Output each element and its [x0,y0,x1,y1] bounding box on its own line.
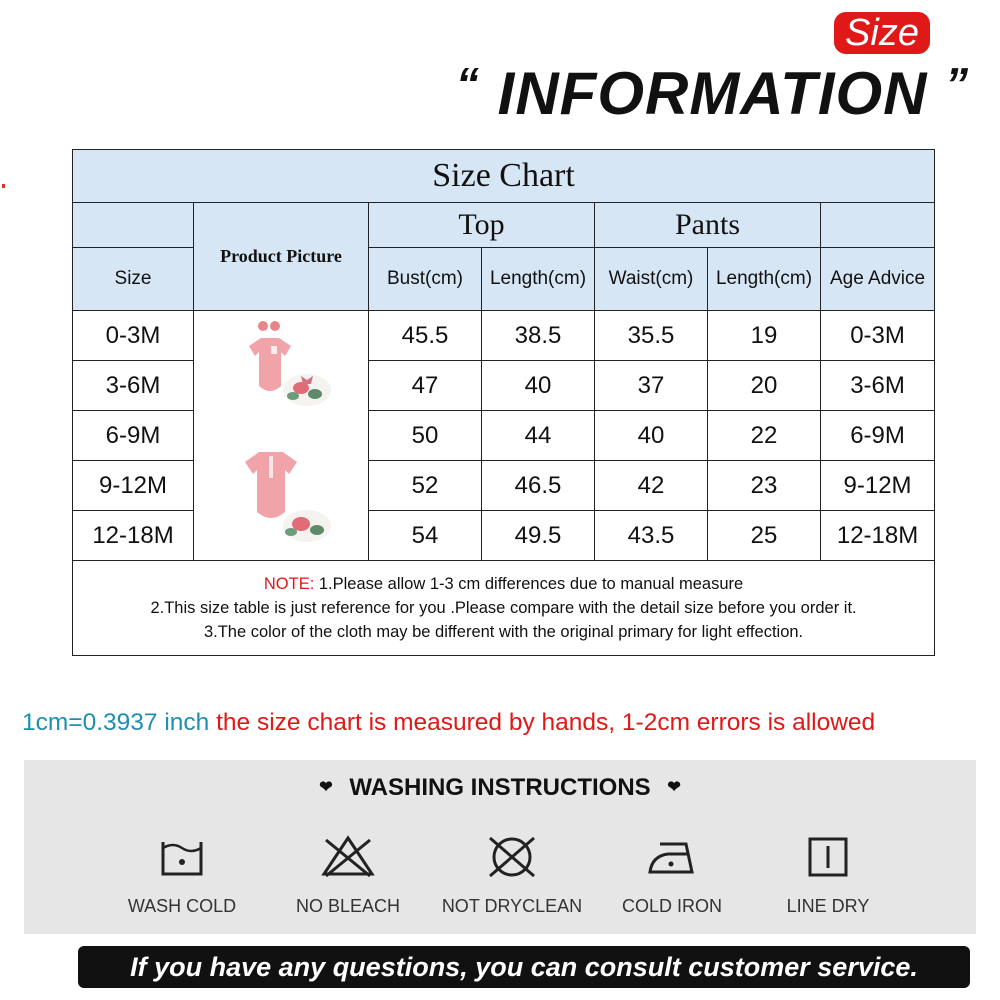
age-cell: 12-18M [821,511,935,561]
bust-header: Bust(cm) [369,248,482,311]
size-header: Size [73,248,194,311]
wash-item-cold-iron [587,834,757,926]
product-picture-header: Product Picture [194,203,369,311]
empty-header-cell [73,203,194,248]
outfit-two-image [245,452,331,542]
measure-note: the size chart is measured by hands, 1-2cm errors is allowed [209,709,876,736]
age-cell: 0-3M [821,311,935,361]
size-cell: 12-18M [73,511,194,561]
waist-cell: 43.5 [595,511,708,561]
size-cell: 0-3M [73,311,194,361]
wash-label: NO BLEACH [295,896,401,916]
age-cell: 6-9M [821,411,935,461]
pants-group-header: Pants [595,203,821,248]
close-quote: ” [945,58,970,110]
conversion-text: 1cm=0.3937 inch [22,709,210,736]
wash-item-line-dry [743,834,913,926]
size-cell: 3-6M [73,361,194,411]
pants-length-cell: 25 [708,511,821,561]
top-length-cell: 46.5 [482,461,595,511]
washing-title [24,770,976,806]
wash-label: NOT DRYCLEAN [441,896,583,916]
size-cell: 6-9M [73,411,194,461]
top-length-cell: 38.5 [482,311,595,361]
waist-cell: 42 [595,461,708,511]
product-picture [194,311,369,561]
wash-item-not-dryclean [427,834,597,926]
wash-label: WASH COLD [127,896,237,916]
size-badge: Size [834,12,930,54]
outfit-illustration [221,312,341,552]
age-advice-header: Age Advice [821,248,935,311]
open-quote: “ [456,58,480,110]
note-line-1 [73,572,934,596]
decorative-dot [2,184,5,188]
top-group-header: Top [369,203,595,248]
waist-cell: 40 [595,411,708,461]
pants-length-cell: 19 [708,311,821,361]
table-notes [73,561,935,656]
top-length-cell: 49.5 [482,511,595,561]
empty-header-cell [821,203,935,248]
note-text-1: 1.Please allow 1-3 cm differences due to manual measure [314,575,744,593]
top-length-header: Length(cm) [482,248,595,311]
headline-text: INFORMATION [497,60,928,127]
customer-service-banner: If you have any questions, you can consult customer service. [78,946,970,988]
table-title: Size Chart [73,150,935,203]
note-label: NOTE: [263,575,315,593]
washing-title-text: WASHING INSTRUCTIONS [349,774,651,801]
pants-length-header: Length(cm) [708,248,821,311]
bust-cell: 45.5 [369,311,482,361]
bust-cell: 50 [369,411,482,461]
measurement-info [22,706,982,740]
age-cell: 9-12M [821,461,935,511]
pants-length-cell: 23 [708,461,821,511]
header [0,0,1000,130]
no-bleach-icon [320,834,376,880]
wash-item-wash-cold [97,834,267,926]
line-dry-icon [805,834,851,880]
bust-cell: 54 [369,511,482,561]
bust-cell: 52 [369,461,482,511]
outfit-one-image [249,321,331,406]
age-cell: 3-6M [821,361,935,411]
not-dryclean-icon [484,834,540,880]
page-title [456,52,986,127]
waist-header: Waist(cm) [595,248,708,311]
top-length-cell: 44 [482,411,595,461]
wash-cold-icon [159,834,205,880]
cold-iron-icon [646,834,698,880]
heart-icon: ❤ [319,779,333,796]
size-cell: 9-12M [73,461,194,511]
heart-icon: ❤ [667,779,681,796]
wash-item-no-bleach [263,834,433,926]
waist-cell: 37 [595,361,708,411]
waist-cell: 35.5 [595,311,708,361]
pants-length-cell: 22 [708,411,821,461]
note-line-3: 3.The color of the cloth may be different with the original primary for light effection. [203,623,804,641]
table-row [73,311,935,361]
note-line-2: 2.This size table is just reference for you .Please compare with the detail size before you order it. [150,599,857,617]
bust-cell: 47 [369,361,482,411]
washing-instructions-panel [24,760,976,934]
size-chart-table [72,149,935,656]
wash-label: COLD IRON [621,896,722,916]
wash-label: LINE DRY [786,896,870,916]
top-length-cell: 40 [482,361,595,411]
pants-length-cell: 20 [708,361,821,411]
